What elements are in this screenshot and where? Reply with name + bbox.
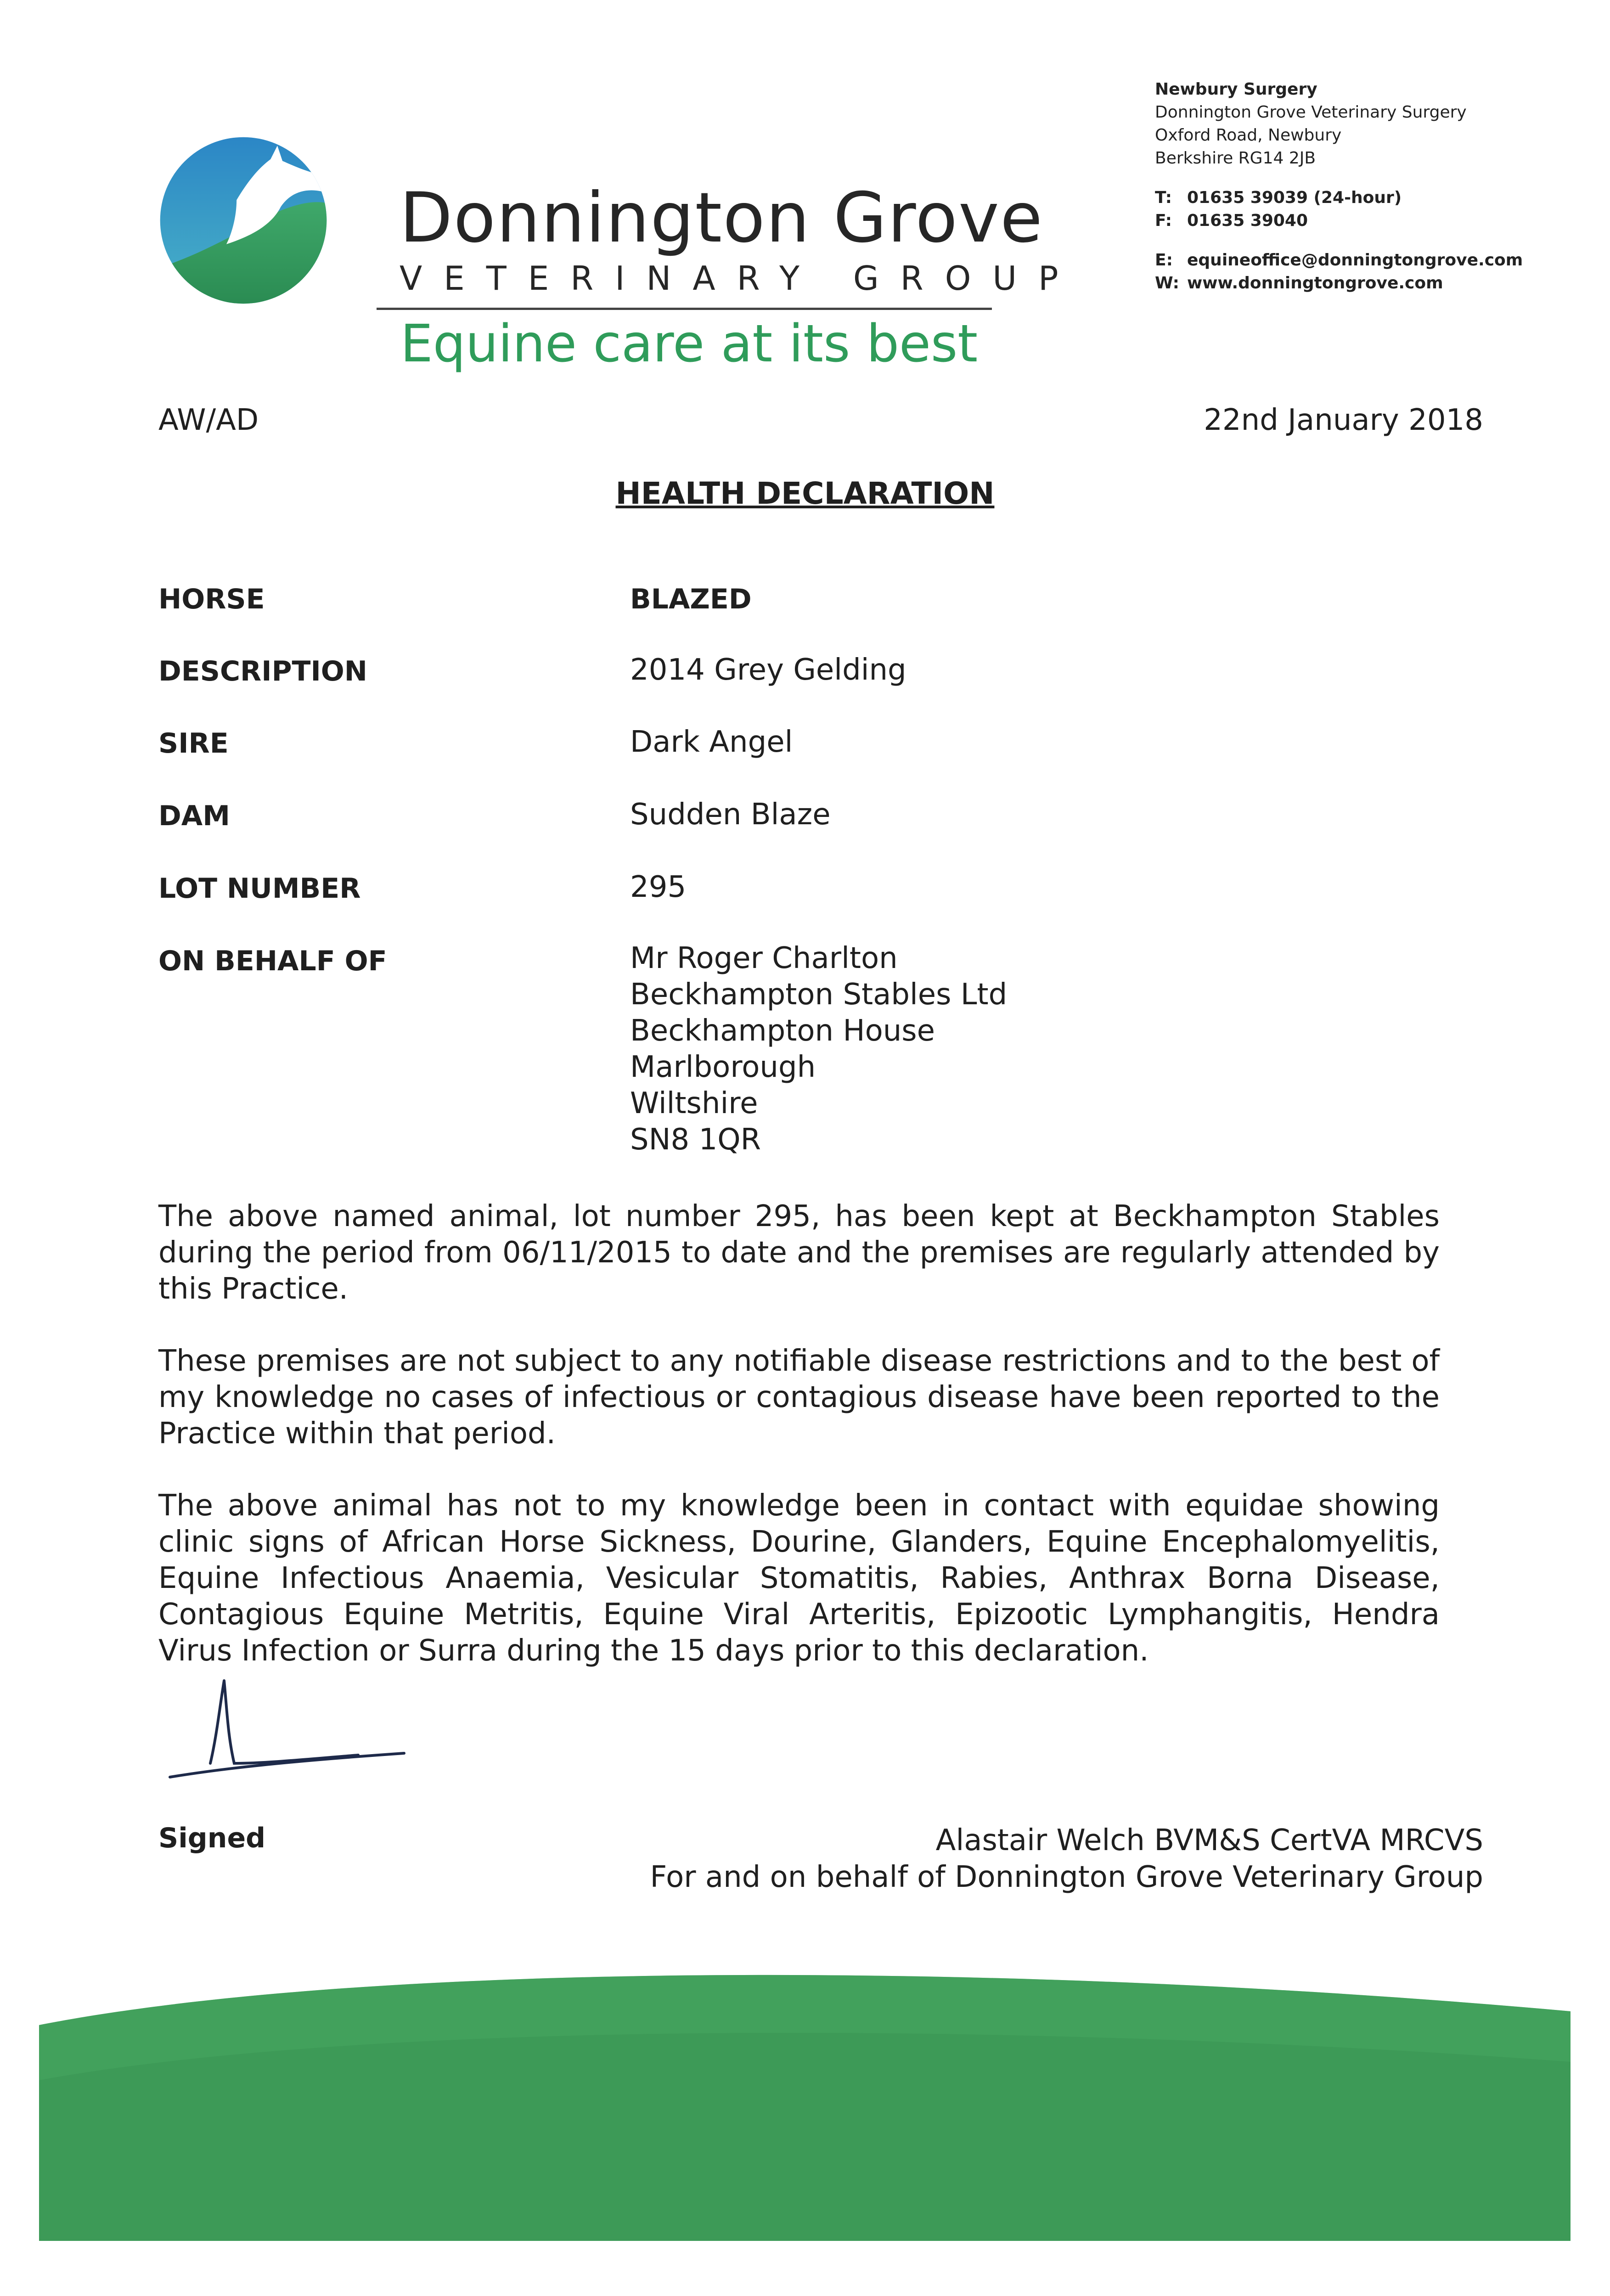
- signatory-behalf: For and on behalf of Donnington Grove Veterinary Group: [650, 1860, 1483, 1894]
- signatory: [650, 1822, 1483, 1896]
- address-line: Berkshire RG14 2JB: [1155, 149, 1316, 168]
- sire-value: Dark Angel: [630, 725, 793, 759]
- web-label: W:: [1155, 274, 1179, 293]
- owner-address-line: Beckhampton Stables Ltd: [630, 978, 1008, 1012]
- address-line: Donnington Grove Veterinary Surgery: [1155, 103, 1467, 122]
- brand-divider: [377, 308, 992, 310]
- owner-address-line: Wiltshire: [630, 1086, 758, 1120]
- owner-address-line: Beckhampton House: [630, 1014, 935, 1048]
- description-value: 2014 Grey Gelding: [630, 653, 906, 687]
- on-behalf-of-label: ON BEHALF OF: [158, 945, 387, 977]
- declaration-paragraph: The above named animal, lot number 295, has been kept at Beckhampton Stables during the period from 06/11/2015 to date and the premises are regularly attended by this Practice.: [158, 1199, 1440, 1306]
- brand-subtitle: VETERINARY GROUP: [400, 259, 1080, 298]
- description-label: DESCRIPTION: [158, 655, 368, 687]
- sire-label: SIRE: [158, 727, 229, 760]
- address-block: [1155, 78, 1523, 295]
- brand-tagline: Equine care at its best: [400, 314, 978, 374]
- signatory-name: Alastair Welch BVM&S CertVA MRCVS: [935, 1823, 1483, 1857]
- website-link[interactable]: www.donningtongrove.com: [1187, 274, 1443, 293]
- brand-name: Donnington Grove: [400, 178, 1044, 258]
- practice-logo-icon: [158, 135, 328, 305]
- declaration-paragraph: These premises are not subject to any notifiable disease restrictions and to the best of my knowledge no cases of infectious or contagious disease have been reported to the Practice within that period.: [158, 1344, 1440, 1451]
- surgery-name: Newbury Surgery: [1155, 80, 1317, 99]
- owner-address-line: Mr Roger Charlton: [630, 941, 898, 975]
- dam-label: DAM: [158, 800, 230, 832]
- dam-value: Sudden Blaze: [630, 798, 831, 832]
- owner-address-line: SN8 1QR: [630, 1123, 761, 1157]
- lot-number-label: LOT NUMBER: [158, 872, 361, 905]
- horse-label: HORSE: [158, 583, 265, 615]
- email-label: E:: [1155, 251, 1173, 270]
- letter-date: 22nd January 2018: [1204, 403, 1483, 437]
- email-link[interactable]: equineoffice@donningtongrove.com: [1187, 251, 1523, 270]
- owner-address-line: Marlborough: [630, 1050, 816, 1084]
- phone-number: 01635 39039 (24-hour): [1187, 188, 1402, 207]
- signature-image: [165, 1671, 422, 1791]
- signed-label: Signed: [158, 1822, 266, 1854]
- phone-label: T:: [1155, 188, 1172, 207]
- fax-label: F:: [1155, 211, 1172, 230]
- horse-value: BLAZED: [630, 583, 752, 615]
- fax-number: 01635 39040: [1187, 211, 1308, 230]
- lot-number-value: 295: [630, 870, 687, 904]
- address-line: Oxford Road, Newbury: [1155, 126, 1342, 145]
- page-title: HEALTH DECLARATION: [615, 476, 995, 511]
- reference: AW/AD: [158, 403, 259, 437]
- declaration-paragraph: The above animal has not to my knowledge been in contact with equidae showing clinic signs of African Horse Sickness, Dourine, Glanders, Equine Encephalomyelitis, Equine Infectious Anaemia, Vesicular Stomatitis, Rabies, Anthrax Borna Disease, Contagious Equine Metritis, Equine Viral Arteritis, Epizootic Lymphangitis, Hendra Virus Infection or Surra during the 15 days prior to this declaration.: [158, 1489, 1440, 1668]
- footer-green-band: [0, 1942, 1610, 2296]
